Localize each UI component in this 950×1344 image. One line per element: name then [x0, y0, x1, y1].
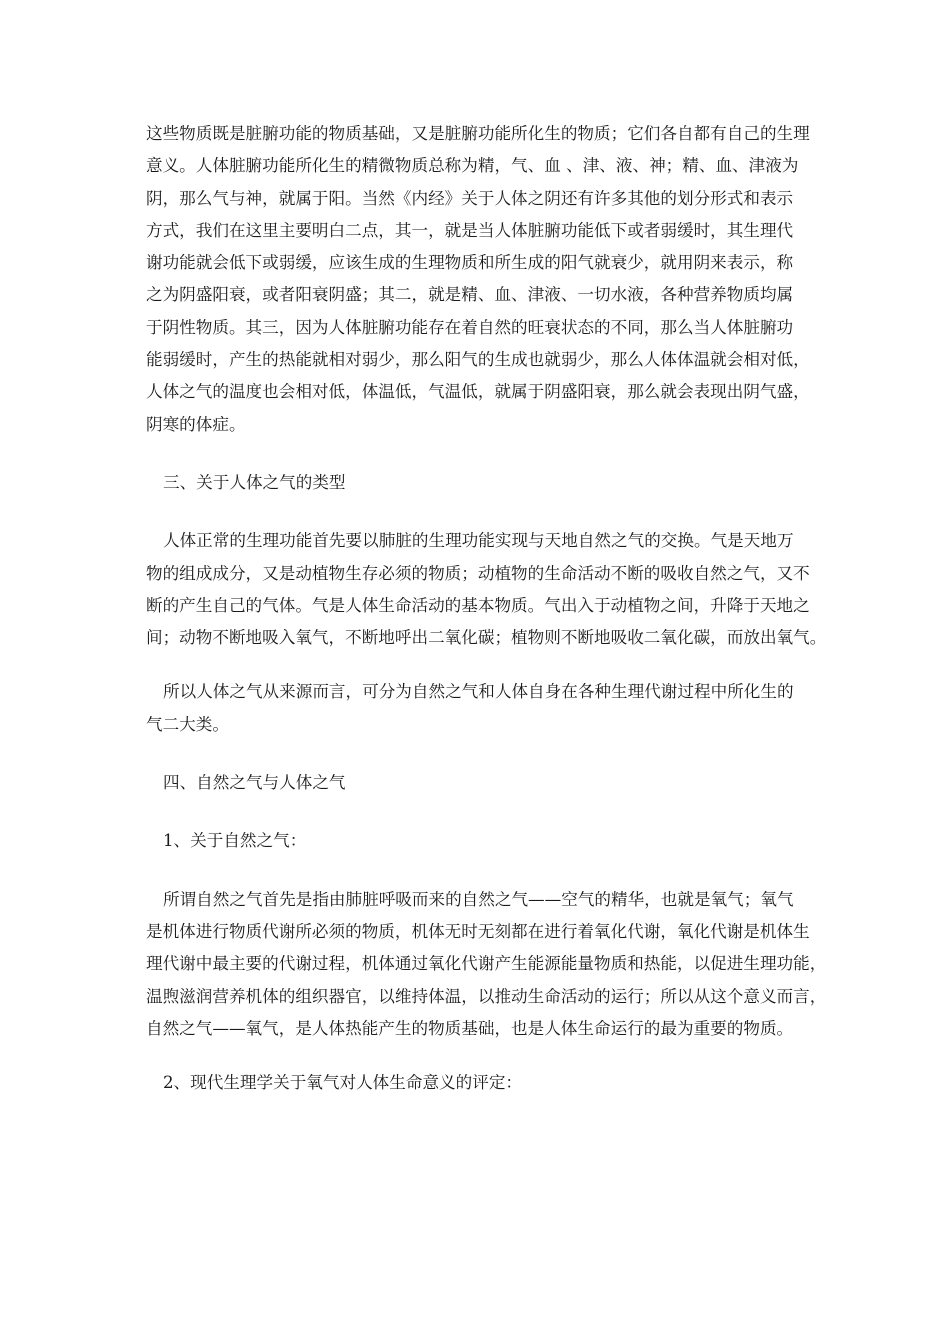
text-line: 谢功能就会低下或弱缓，应该生成的生理物质和所生成的阳气就衰少，就用阴来表示，称 [146, 253, 794, 273]
text-line: 所谓自然之气首先是指由肺脏呼吸而来的自然之气——空气的精华，也就是氧气；氧气 [163, 889, 794, 909]
text-line: 物的组成成分，又是动植物生存必须的物质；动植物的生命活动不断的吸收自然之气，又不 [146, 563, 810, 583]
text-line: 理代谢中最主要的代谢过程，机体通过氧化代谢产生能源能量物质和热能，以促进生理功能， [146, 954, 827, 974]
text-line: 能弱缓时，产生的热能就相对弱少，那么阳气的生成也就弱少，那么人体体温就会相对低， [146, 350, 810, 370]
text-line: 温煦滋润营养机体的组织器官，以维持体温，以推动生命活动的运行；所以从这个意义而言， [146, 986, 827, 1006]
text-line: 阴，那么气与神，就属于阳。当然《内经》关于人体之阴还有许多其他的划分形式和表示 [146, 188, 794, 208]
text-line: 之为阴盛阳衰，或者阳衰阴盛；其二，就是精、血、津液、一切水液，各种营养物质均属 [146, 285, 794, 305]
paragraph-qi-source [146, 676, 806, 741]
text-line: 间；动物不断地吸入氧气，不断地呼出二氧化碳；植物则不断地吸收二氧化碳，而放出氧气。 [146, 628, 827, 648]
text-line: 是机体进行物质代谢所必须的物质，机体无时无刻都在进行着氧化代谢，氧化代谢是机体生 [146, 921, 810, 941]
subsection-heading-1: 1、关于自然之气： [163, 831, 307, 851]
paragraph-natural-qi [146, 884, 827, 1045]
text-line: 于阴性物质。其三，因为人体脏腑功能存在着自然的旺衰状态的不同，那么当人体脏腑功 [146, 317, 794, 337]
text-line: 气二大类。 [146, 714, 229, 734]
text-line: 这些物质既是脏腑功能的物质基础，又是脏腑功能所化生的物质；它们各自都有自己的生理 [146, 124, 810, 143]
document-page [146, 118, 827, 1099]
text-line: 方式，我们在这里主要明白二点，其一，就是当人体脏腑功能低下或者弱缓时，其生理代 [146, 220, 794, 240]
subsection-heading-2: 2、现代生理学关于氧气对人体生命意义的评定： [163, 1073, 523, 1093]
text-line: 断的产生自己的气体。气是人体生命活动的基本物质。气出入于动植物之间，升降于天地之 [146, 595, 810, 615]
section-heading-3: 三、关于人体之气的类型 [163, 472, 346, 492]
text-line: 人体之气的温度也会相对低，体温低，气温低，就属于阴盛阳衰，那么就会表现出阴气盛， [146, 382, 810, 402]
text-line: 阴寒的体症。 [146, 414, 246, 434]
text-line: 意义。人体脏腑功能所化生的精微物质总称为精，气、血 、津、液、神；精、血、津液为 [146, 156, 799, 176]
paragraph-yin-yang [146, 118, 810, 441]
text-line: 人体正常的生理功能首先要以肺脏的生理功能实现与天地自然之气的交换。气是天地万 [163, 531, 794, 551]
paragraph-qi-exchange [146, 525, 827, 654]
text-line: 自然之气——氧气，是人体热能产生的物质基础，也是人体生命运行的最为重要的物质。 [146, 1018, 794, 1038]
section-heading-4: 四、自然之气与人体之气 [163, 773, 346, 793]
text-line: 所以人体之气从来源而言，可分为自然之气和人体自身在各种生理代谢过程中所化生的 [163, 682, 794, 702]
